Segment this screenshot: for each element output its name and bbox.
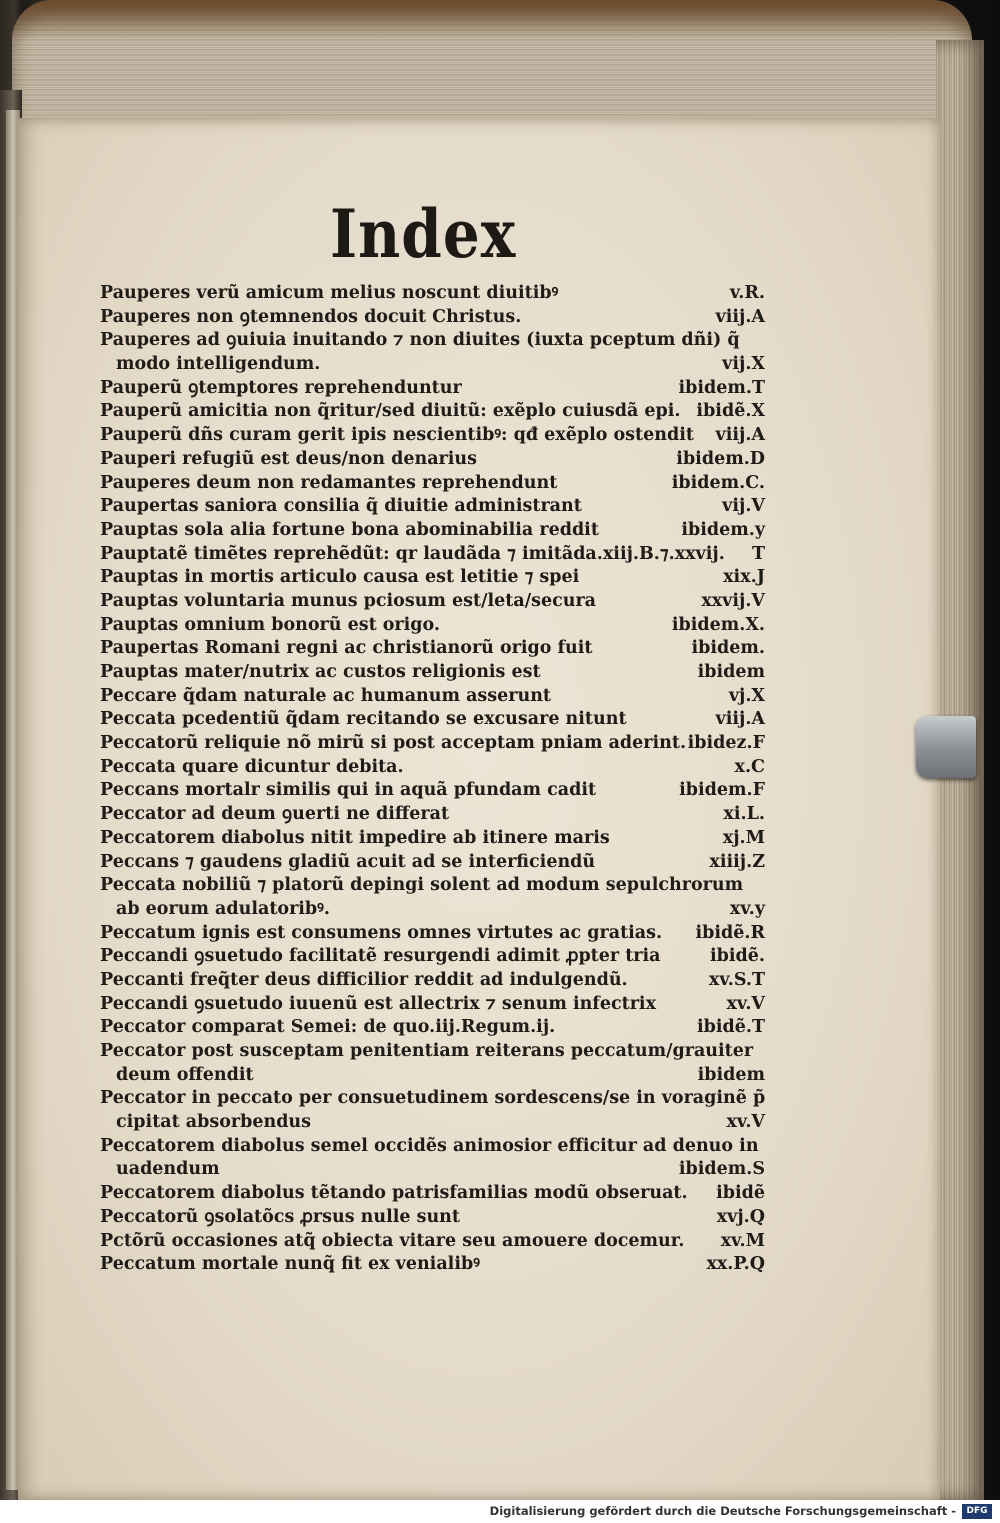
- entry-text: deum offendit: [116, 1064, 254, 1085]
- entry-text: Peccator post susceptam penitentiam reiterans peccatum/grauiter: [100, 1041, 754, 1061]
- entry-text: Pauperes ad ꝯuiuia inuitando ⁊ non diuites (iuxta pceptum dñi) q̃: [100, 330, 740, 351]
- index-entry: [100, 543, 765, 567]
- index-entry: [100, 329, 765, 376]
- index-entry: [100, 851, 765, 875]
- index-entry-line: [100, 708, 765, 732]
- index-entry: [100, 282, 765, 306]
- entry-reference: xxvij.V: [701, 590, 765, 611]
- entry-reference: x.C: [734, 756, 765, 777]
- index-entry: [100, 1253, 765, 1277]
- entry-reference: xix.J: [723, 567, 765, 588]
- index-entry: [100, 614, 765, 638]
- entry-reference: ibidem.X.: [671, 614, 765, 635]
- entry-reference: viij.A: [715, 306, 765, 327]
- index-entry-line: [100, 282, 765, 306]
- index-entry-line: [100, 377, 765, 401]
- index-entry: [100, 306, 765, 330]
- index-entry: [100, 1206, 765, 1230]
- entry-text: Pctõrũ occasiones atq̃ obiecta vitare seu amouere docemur.: [100, 1230, 685, 1251]
- entry-text: cipitat absorbendus: [116, 1112, 312, 1133]
- entry-text: Peccata nobiliũ ⁊ platorũ depingi solent ad modum sepulchrorum: [100, 875, 744, 896]
- index-entry: [100, 708, 765, 732]
- entry-reference: xx.P.Q: [706, 1254, 765, 1275]
- index-entry-line: [100, 495, 765, 519]
- index-entry-line: [100, 732, 765, 756]
- entry-text: Pauptas mater/nutrix ac custos religionis est: [100, 662, 541, 682]
- index-entry-line: [100, 400, 765, 424]
- index-entry: [100, 590, 765, 614]
- entry-reference: ibidem.S: [678, 1159, 765, 1180]
- entry-reference: ibidem.F: [679, 780, 765, 801]
- index-entry-line: [100, 779, 765, 803]
- entry-reference: xv.M: [720, 1230, 765, 1251]
- index-entry-line: [100, 874, 765, 898]
- index-entry-line: [100, 306, 765, 330]
- entry-reference: ibidem: [697, 662, 765, 682]
- entry-reference: ibidẽ.: [710, 946, 765, 967]
- entry-text: Peccare q̃dam naturale ac humanum asserunt: [100, 685, 552, 706]
- footer-credit: Digitalisierung gefördert durch die Deutsche Forschungsgemeinschaft -: [489, 1504, 956, 1518]
- index-entry-line: [100, 945, 765, 969]
- entry-text: ab eorum adulatoribꝰ.: [116, 898, 330, 919]
- footer-bar: [0, 1500, 1000, 1523]
- index-entry: [100, 779, 765, 803]
- index-entry-line: [100, 1064, 765, 1088]
- entry-text: Peccator comparat Semei: de quo.iij.Regum.ij.: [100, 1017, 556, 1038]
- entry-reference: ibidem.C.: [671, 472, 765, 493]
- index-entry: [100, 803, 765, 827]
- index-entry-line: [100, 1230, 765, 1254]
- index-entry: [100, 874, 765, 921]
- index-entry: [100, 969, 765, 993]
- entry-text: Peccans ⁊ gaudens gladiũ acuit ad se interficiendũ: [100, 851, 596, 872]
- index-entry-line: [100, 353, 765, 377]
- index-entry: [100, 1016, 765, 1040]
- entry-reference: xv.V: [726, 993, 765, 1014]
- index-entry-line: [100, 993, 765, 1017]
- index-entry-line: [100, 1135, 765, 1159]
- index-entry-line: [100, 756, 765, 780]
- index-entry: [100, 1230, 765, 1254]
- index-entry-line: [100, 1253, 765, 1277]
- index-entry: [100, 827, 765, 851]
- entry-text: Pauperũ amicitia non q̃ritur/sed diuitũ: exẽplo cuiusdã epi.: [100, 401, 681, 422]
- entry-text: Pauperes deum non redamantes reprehendunt: [100, 472, 558, 493]
- entry-text: Pauptas omnium bonorũ est origo.: [100, 614, 440, 635]
- entry-reference: T: [751, 543, 765, 564]
- entry-reference: xvj.Q: [716, 1206, 765, 1227]
- index-entry-line: [100, 329, 765, 353]
- index-entry: [100, 756, 765, 780]
- index-entry-line: [100, 1206, 765, 1230]
- index-entry-line: [100, 1111, 765, 1135]
- entry-reference: vij.X: [722, 354, 765, 375]
- entry-text: Peccata quare dicuntur debita.: [100, 756, 404, 777]
- index-entry: [100, 1135, 765, 1182]
- entry-text: Pauptas voluntaria munus pciosum est/leta/secura: [100, 590, 597, 611]
- entry-text: Paupertas saniora consilia q̃ diuitie administrant: [100, 496, 582, 517]
- index-entry-line: [100, 898, 765, 922]
- entry-reference: ibidem.: [691, 638, 765, 659]
- index-entry-line: [100, 922, 765, 946]
- index-entry-line: [100, 1087, 765, 1111]
- entry-reference: ibidem: [697, 1064, 765, 1085]
- index-entry-line: [100, 1182, 765, 1206]
- index-entry: [100, 945, 765, 969]
- index-entry-line: [100, 519, 765, 543]
- index-entry-line: [100, 1040, 765, 1064]
- index-entry-line: [100, 448, 765, 472]
- entry-text: Pauptas sola alia fortune bona abominabilia reddit: [100, 519, 599, 540]
- index-entry: [100, 1182, 765, 1206]
- index-entry: [100, 993, 765, 1017]
- entry-text: Peccandi ꝯsuetudo facilitatẽ resurgendi adimit ꝓpter tria: [100, 946, 661, 967]
- entry-reference: xiiij.Z: [709, 851, 765, 872]
- entry-reference: viij.A: [715, 425, 765, 446]
- index-entry: [100, 922, 765, 946]
- entry-text: Peccatorem diabolus nitit impedire ab itinere maris: [100, 827, 610, 848]
- entry-text: Peccatum mortale nunq̃ fit ex venialibꝰ: [100, 1254, 480, 1275]
- entry-reference: xj.M: [722, 827, 765, 848]
- index-entry: [100, 495, 765, 519]
- entry-reference: xi.L.: [723, 804, 765, 825]
- entry-reference: viij.A: [715, 709, 765, 730]
- index-entry: [100, 448, 765, 472]
- index-entry-line: [100, 614, 765, 638]
- entry-reference: ibidẽ.T: [696, 1017, 765, 1038]
- index-entry: [100, 400, 765, 424]
- index-entry: [100, 377, 765, 401]
- entry-reference: ibidez.F: [687, 733, 765, 754]
- index-entry-line: [100, 637, 765, 661]
- entry-text: uadendum: [116, 1159, 220, 1180]
- index-entry-line: [100, 969, 765, 993]
- entry-reference: ibidẽ.R: [695, 922, 765, 943]
- entry-text: Pauptas in mortis articulo causa est letitie ⁊ spei: [100, 567, 580, 588]
- entry-text: Peccans mortalr similis qui in aquã pfundam cadit: [100, 780, 597, 801]
- entry-text: Pauperes verũ amicum melius noscunt diuitibꝰ: [100, 283, 559, 303]
- entry-reference: xv.y: [729, 898, 765, 919]
- index-entry: [100, 637, 765, 661]
- index-entry: [100, 661, 765, 685]
- index-entry: [100, 472, 765, 496]
- entry-text: modo intelligendum.: [116, 354, 321, 375]
- index-entry-line: [100, 661, 765, 685]
- index-entry: [100, 1040, 765, 1087]
- index-entry: [100, 424, 765, 448]
- entry-reference: xv.S.T: [708, 969, 765, 990]
- index-entry-line: [100, 1016, 765, 1040]
- entry-text: Pauperũ dñs curam gerit ipis nescientibꝰ: qđ exẽplo ostendit: [100, 425, 694, 446]
- book-top-edge: [12, 0, 972, 128]
- entry-reference: ibidem.T: [678, 377, 765, 398]
- entry-text: Peccator in peccato per consuetudinem sordescens/se in voraginẽ p̃: [100, 1088, 766, 1109]
- index-entry-line: [100, 803, 765, 827]
- entry-text: Pauperi refugiũ est deus/non denarius: [100, 448, 477, 469]
- entry-text: Peccatorem diabolus semel occidẽs animosior efficitur ad denuo in: [100, 1135, 759, 1156]
- book-clasp: [916, 716, 976, 778]
- index-entry-line: [100, 685, 765, 709]
- index-entry-line: [100, 424, 765, 448]
- entry-reference: ibidem.D: [676, 448, 765, 469]
- entry-text: Peccatorũ ꝯsolatõcs ꝓrsus nulle sunt: [100, 1206, 460, 1227]
- entry-text: Peccatorem diabolus tẽtando patrisfamilias modũ obseruat.: [100, 1183, 688, 1204]
- index-entry-line: [100, 827, 765, 851]
- entry-text: Pauperes non ꝯtemnendos docuit Christus.: [100, 306, 522, 327]
- entry-reference: vij.V: [722, 496, 765, 517]
- entry-reference: v.R.: [729, 283, 765, 303]
- index-entry: [100, 566, 765, 590]
- dfg-logo-icon: DFG: [962, 1504, 992, 1519]
- entry-reference: xv.V: [726, 1112, 765, 1133]
- index-entry: [100, 685, 765, 709]
- index-entry-line: [100, 472, 765, 496]
- entry-text: Peccandi ꝯsuetudo iuuenũ est allectrix ⁊ senum infectrix: [100, 993, 657, 1014]
- entry-text: Peccatorũ reliquie nõ mirũ si post acceptam pniam aderint.: [100, 733, 687, 754]
- entry-text: Paupertas Romani regni ac christianorũ origo fuit: [100, 638, 593, 659]
- entry-text: Pauperũ ꝯtemptores reprehenduntur: [100, 377, 462, 398]
- index-entries: [100, 282, 765, 1277]
- entry-reference: ibidẽ.X: [696, 401, 765, 422]
- entry-text: Peccator ad deum ꝯuerti ne differat: [100, 804, 450, 825]
- entry-reference: ibidem.y: [681, 519, 765, 540]
- page-title: Index: [330, 194, 517, 274]
- index-entry-line: [100, 590, 765, 614]
- entry-text: Pauptatẽ timẽtes reprehẽdũt: qr laudãda ⁊ imitãda.xiij.B.⁊.xxvij.: [100, 543, 725, 564]
- index-entry: [100, 1087, 765, 1134]
- entry-reference: ibidẽ: [716, 1183, 765, 1204]
- index-entry-line: [100, 543, 765, 567]
- index-entry-line: [100, 851, 765, 875]
- entry-text: Peccanti freq̃ter deus difficilior reddit ad indulgendũ.: [100, 969, 628, 990]
- entry-reference: vj.X: [728, 685, 765, 706]
- index-entry-line: [100, 1158, 765, 1182]
- index-entry: [100, 732, 765, 756]
- index-entry: [100, 519, 765, 543]
- entry-text: Peccatum ignis est consumens omnes virtutes ac gratias.: [100, 922, 663, 943]
- index-entry-line: [100, 566, 765, 590]
- entry-text: Peccata pcedentiũ q̃dam recitando se excusare nitunt: [100, 709, 627, 730]
